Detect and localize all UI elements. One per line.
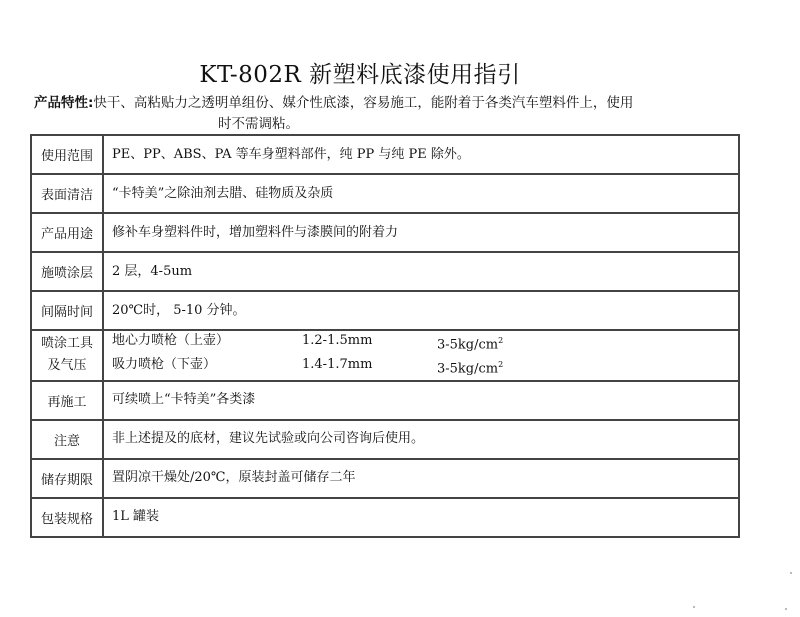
features-label: 产品特性: [34,95,94,111]
table-row [31,381,739,420]
row-value: 20℃时， 5-10 分钟。 [103,291,739,330]
row-value: 非上述提及的底材，建议先试验或向公司咨询后使用。 [103,420,739,459]
tool-pressure: $3-5kg/cm^2$ [437,336,504,353]
row-key: 施喷涂层 [31,252,103,291]
tool-nozzle: 1.2-1.5mm [302,333,373,348]
product-features [34,93,764,135]
tools-key-line2: 及气压 [47,358,87,374]
row-value: 可续喷上“卡特美”各类漆 [103,381,739,420]
row-value: 1L 罐装 [103,498,739,537]
scan-speck [693,606,695,608]
row-value: 修补车身塑料件时，增加塑料件与漆膜间的附着力 [103,213,739,252]
tool-name: 吸力喷枪（下壶） [112,357,217,373]
tool-name: 地心力喷枪（上壶） [112,333,230,348]
features-text-line2: 时不需调粘。 [218,116,299,132]
spec-table [30,134,740,538]
row-key: 表面清洁 [31,174,103,213]
features-text-line1: 快干、高粘贴力之透明单组份、媒介性底漆，容易施工，能附着于各类汽车塑料件上，使用 [93,95,634,111]
table-row [31,291,739,330]
row-value: PE、PP、ABS、PA 等车身塑料部件，纯 PP 与纯 PE 除外。 [103,135,739,174]
scan-speck [785,608,787,610]
row-key: 包装规格 [31,498,103,537]
tools-key-line1: 喷涂工具 [40,336,93,352]
tool-item [112,355,730,379]
table-row [31,213,739,252]
table-row [31,498,739,537]
page-title: KT-802R 新塑料底漆使用指引 [199,62,521,88]
row-key: 产品用途 [31,213,103,252]
table-row [31,174,739,213]
row-key: 注意 [31,420,103,459]
row-key: 再施工 [31,381,103,420]
row-value [103,330,739,381]
row-key [31,330,103,381]
tool-pressure: $3-5kg/cm^2$ [437,360,504,377]
tool-nozzle: 1.4-1.7mm [302,357,373,373]
row-value: “卡特美”之除油剂去腊、硅物质及杂质 [103,174,739,213]
table-row [31,459,739,498]
row-key: 储存期限 [31,459,103,498]
row-value: 2 层，4-5um [103,252,739,291]
table-row [31,420,739,459]
scan-speck [790,572,792,574]
row-value: 置阴凉干燥处/20℃，原装封盖可储存二年 [103,459,739,498]
table-row [31,252,739,291]
row-key: 间隔时间 [31,291,103,330]
tool-item [112,331,730,355]
table-row [31,135,739,174]
table-row-tools [31,330,739,381]
row-key: 使用范围 [31,135,103,174]
